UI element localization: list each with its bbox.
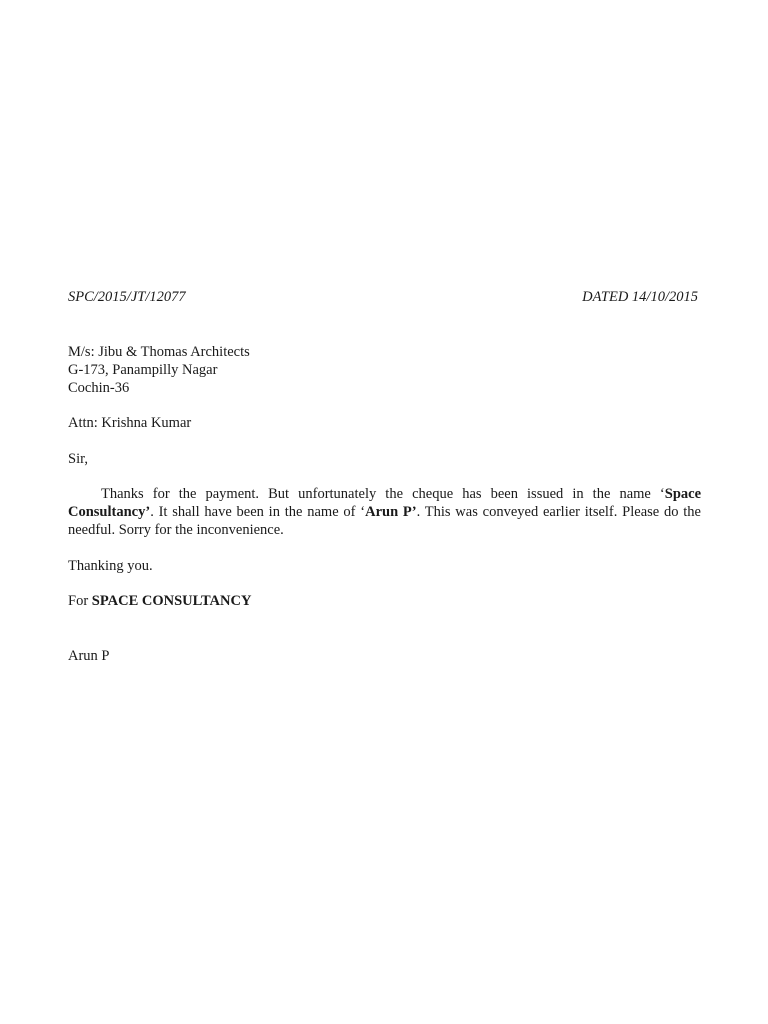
signoff-line (68, 592, 251, 610)
body-paragraph (68, 485, 701, 539)
closing-line: Thanking you. (68, 558, 153, 574)
recipient-name: M/s: Jibu & Thomas Architects (68, 344, 250, 360)
signatory-name: Arun P (68, 648, 110, 664)
body-text-2: . It shall have been in the name of ‘ (150, 504, 366, 520)
salutation: Sir, (68, 451, 88, 467)
recipient-city: Cochin-36 (68, 380, 130, 396)
body-text-1: Thanks for the payment. But unfortunately the cheque has been issued in the name ‘ (101, 486, 665, 502)
signoff-company: SPACE CONSULTANCY (91, 593, 252, 609)
signoff-prefix: For (68, 593, 92, 609)
body-bold-name: Arun P’ (365, 504, 417, 520)
attention-line: Attn: Krishna Kumar (68, 415, 192, 431)
reference-row (68, 288, 700, 308)
body-text-3: . This was conveyed earlier itself. Please do the needful. Sorry for the inconvenience. (68, 504, 701, 538)
body-bold-company: Space Consultancy’ (68, 486, 701, 520)
recipient-address (68, 343, 468, 397)
reference-number: SPC/2015/JT/12077 (68, 289, 186, 305)
letter-date: DATED 14/10/2015 (582, 289, 698, 305)
recipient-street: G-173, Panampilly Nagar (68, 362, 218, 378)
